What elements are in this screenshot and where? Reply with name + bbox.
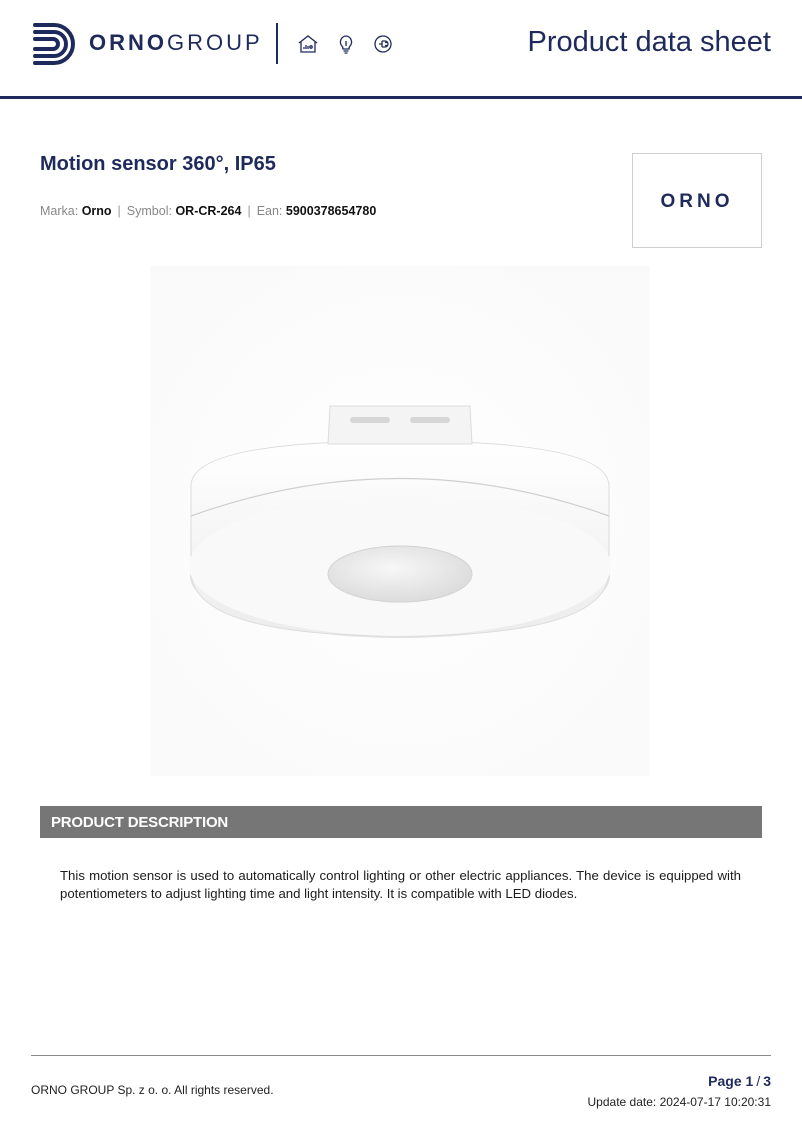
footer-rule <box>31 1055 771 1056</box>
brand-logo: ORNO <box>660 191 734 212</box>
symbol-label: Symbol: <box>126 204 172 218</box>
page-total: 3 <box>763 1073 771 1089</box>
product-photo <box>150 266 650 776</box>
update-value: 2024-07-17 10:20:31 <box>659 1095 771 1109</box>
brand-value: Orno <box>81 204 112 218</box>
header-divider <box>276 23 278 64</box>
ean-value: 5900378654780 <box>285 204 377 218</box>
product-description: This motion sensor is used to automatically control lighting or other electric appliances. The device is equipped with potentiometers to adjust lighting time and light intensity. It is compatible with LED diodes. <box>60 868 741 901</box>
page-separator: / <box>756 1073 761 1089</box>
page-label: Page <box>708 1073 742 1089</box>
header-rule <box>0 96 802 99</box>
footer-copyright: ORNO GROUP Sp. z o. o. All rights reserved. <box>31 1083 274 1097</box>
product-meta <box>40 204 376 218</box>
product-title: Motion sensor 360°, IP65 <box>40 153 276 175</box>
light-bulb-icon <box>335 33 357 55</box>
page-header <box>0 0 802 100</box>
symbol-value: OR-CR-264 <box>175 204 242 218</box>
section-header <box>40 806 762 838</box>
page-current: 1 <box>745 1073 754 1089</box>
section-title: PRODUCT DESCRIPTION <box>51 814 229 831</box>
brand-logo-box <box>632 153 762 248</box>
smart-home-icon <box>297 33 319 55</box>
document-title: Product data sheet <box>527 26 771 58</box>
update-date <box>588 1095 772 1109</box>
ean-label: Ean: <box>256 204 283 218</box>
orno-group-wordmark: ORNOGROUP <box>89 30 263 55</box>
orno-logo-icon <box>33 23 75 65</box>
update-label: Update date: <box>587 1095 657 1109</box>
page-number <box>708 1073 771 1089</box>
brand-label: Marka: <box>40 204 79 218</box>
plug-icon <box>372 33 394 55</box>
meta-separator: | <box>247 204 251 218</box>
meta-separator: | <box>117 204 121 218</box>
